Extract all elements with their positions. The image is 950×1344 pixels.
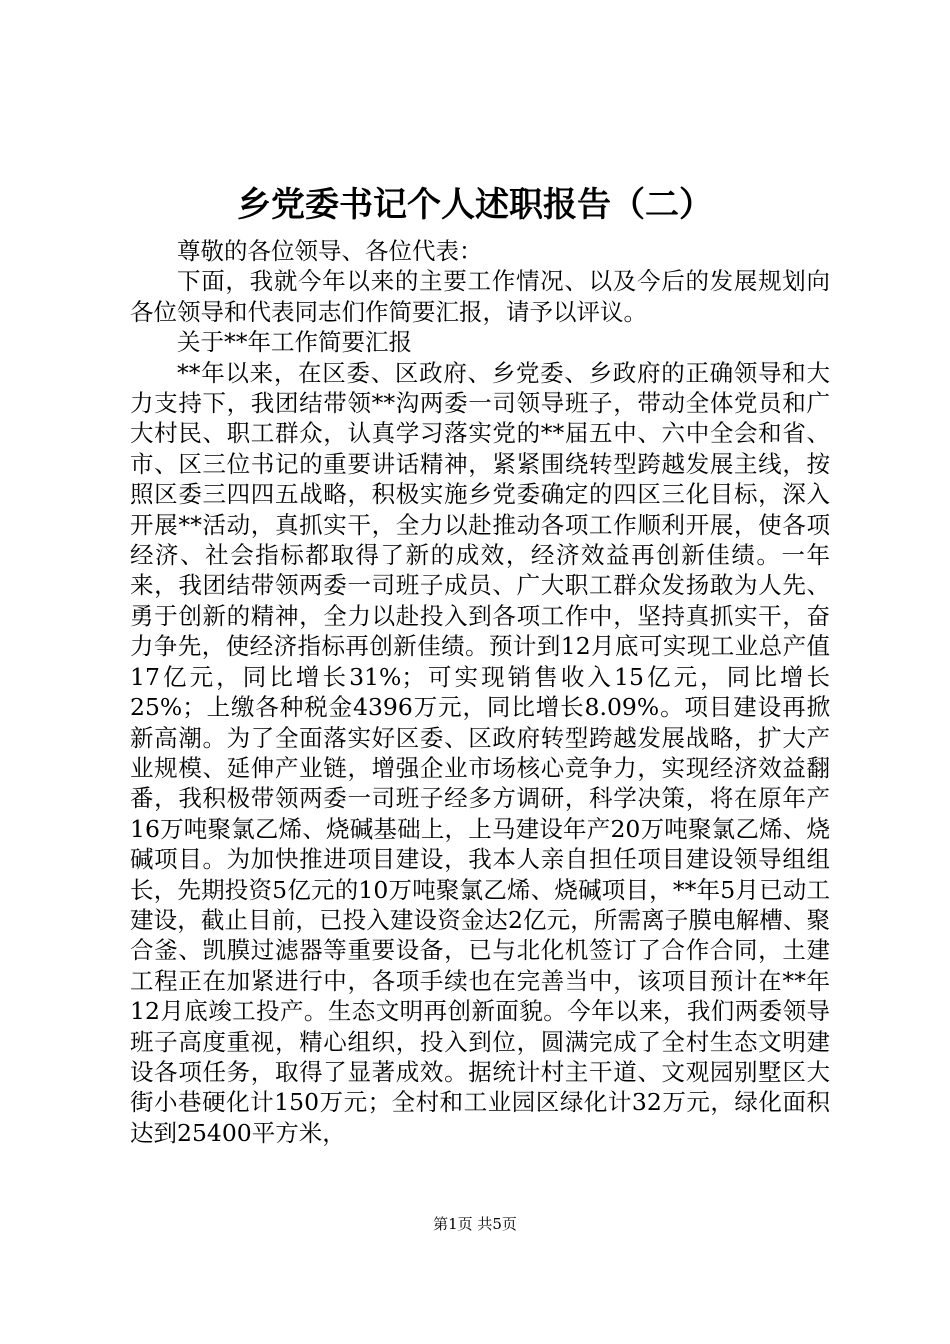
document-title: 乡党委书记个人述职报告（二） — [237, 185, 713, 225]
intro-paragraph: 下面，我就今年以来的主要工作情况、以及今后的发展规划向各位领导和代表同志们作简要汇报，请予以评议。 — [130, 267, 830, 326]
document-body — [130, 236, 830, 1148]
page-footer: 第1页 共5页 — [433, 1215, 517, 1233]
salutation-paragraph: 尊敬的各位领导、各位代表： — [177, 237, 483, 265]
section-heading-paragraph: 关于**年工作简要汇报 — [177, 328, 412, 357]
main-body-paragraph: **年以来，在区委、区政府、乡党委、乡政府的正确领导和大力支持下，我团结带领**沟两委一司领导班子，带动全体党员和广大村民、职工群众，认真学习落实党的**届五中、六中全会和省、市、区三位书记的重要讲话精神，紧紧围绕转型跨越发展主线，按照区委三四四五战略，积极实施乡党委确定的四区三化目标，深入开展**活动，真抓实干，全力以赴推动各项工作顺利开展，使各项经济、社会指标都取得了新的成效，经济效益再创新佳绩。一年来，我团结带领两委一司班子成员、广大职工群众发扬敢为人先、勇于创新的精神，全力以赴投入到各项工作中，坚持真抓实干，奋力争先，使经济指标再创新佳绩。预计到12月底可实现工业总产值17亿元，同比增长31%；可实现销售收入15亿元，同比增长25%；上缴各种税金4396万元，同比增长8.09%。项目建设再掀新高潮。为了全面落实好区委、区政府转型跨越发展战略，扩大产业规模、延伸产业链，增强企业市场核心竞争力，实现经济效益翻番，我积极带领两委一司班子经多方调研，科学决策，将在原年产16万吨聚氯乙烯、烧碱基础上，上马建设年产20万吨聚氯乙烯、烧碱项目。为加快推进项目建设，我本人亲自担任项目建设领导组组长，先期投资5亿元的10万吨聚氯乙烯、烧碱项目，**年5月已动工建设，截止目前，已投入建设资金达2亿元，所需离子膜电解槽、聚合釜、凯膜过滤器等重要设备，已与北化机签订了合作合同，土建工程正在加紧进行中，各项手续也在完善当中，该项目预计在**年12月底竣工投产。生态文明再创新面貌。今年以来，我们两委领导班子高度重视，精心组织，投入到位，圆满完成了全村生态文明建设各项任务，取得了显著成效。据统计村主干道、文观园别墅区大街小巷硬化计150万元；全村和工业园区绿化计32万元，绿化面积达到25400平方米， — [130, 358, 830, 1147]
